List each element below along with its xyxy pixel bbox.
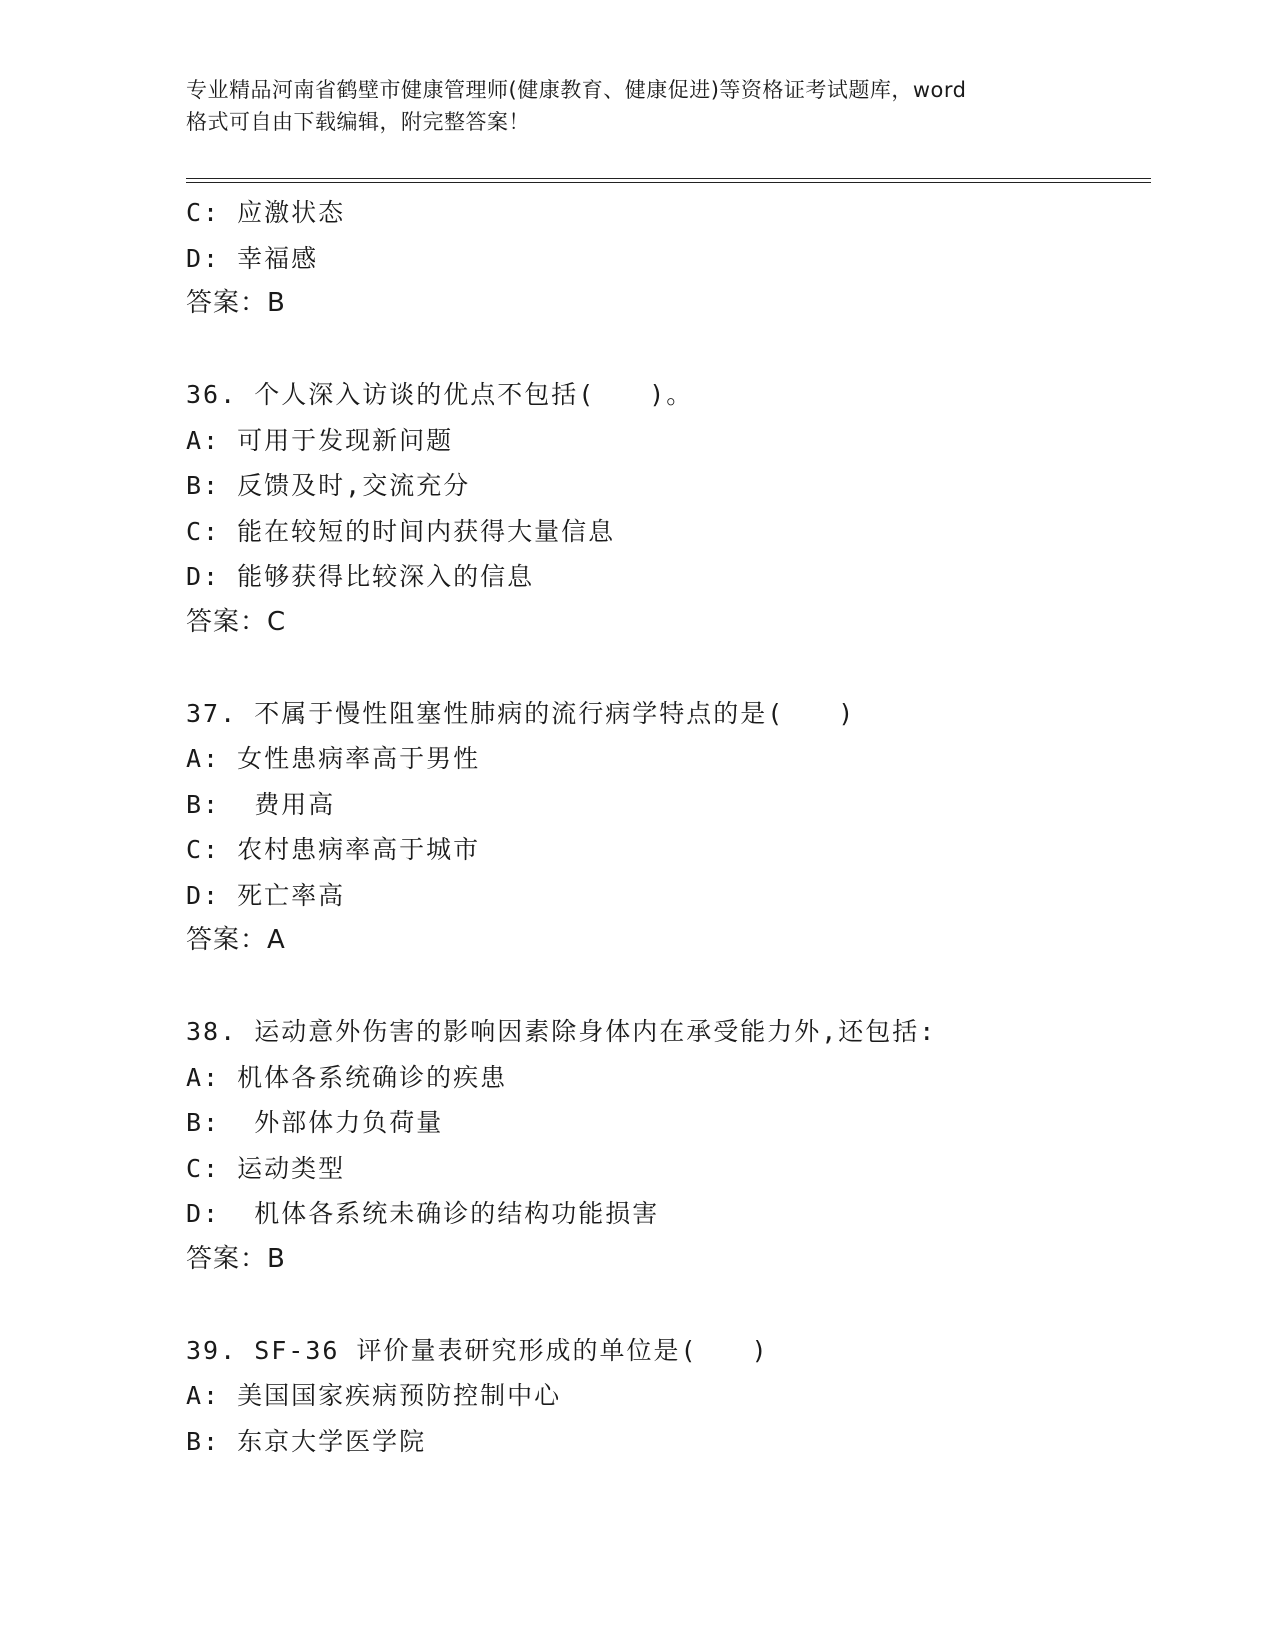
question-39 bbox=[186, 1328, 1146, 1465]
option-b: B: 费用高 bbox=[186, 789, 336, 819]
question-38 bbox=[186, 1009, 1146, 1282]
option-b: B: 外部体力负荷量 bbox=[186, 1108, 444, 1137]
answer-line: 答案：B bbox=[186, 1243, 286, 1274]
question-stem: 39. SF-36 评价量表研究形成的单位是( ) bbox=[186, 1335, 769, 1365]
question-stem: 38. 运动意外伤害的影响因素除身体内在承受能力外,还包括: bbox=[186, 1017, 937, 1046]
answer-line: 答案：B bbox=[186, 288, 286, 318]
question-stem: 36. 个人深入访谈的优点不包括( )。 bbox=[186, 380, 694, 409]
question-fragment bbox=[186, 190, 1146, 327]
spacer bbox=[186, 964, 1146, 1010]
option-c: C: 运动类型 bbox=[186, 1153, 346, 1183]
answer-line: 答案：A bbox=[186, 925, 286, 955]
option-d: D: 能够获得比较深入的信息 bbox=[186, 562, 535, 591]
option-a: A: 可用于发现新问题 bbox=[186, 425, 454, 455]
header-divider-top bbox=[186, 178, 1151, 179]
option-d: D: 幸福感 bbox=[186, 243, 319, 273]
question-36 bbox=[186, 372, 1146, 645]
option-a: A: 女性患病率高于男性 bbox=[186, 744, 481, 773]
question-stem: 37. 不属于慢性阻塞性肺病的流行病学特点的是( ) bbox=[186, 698, 856, 728]
answer-line: 答案：C bbox=[186, 606, 287, 637]
header-line-2: 格式可自由下载编辑，附完整答案！ bbox=[186, 110, 530, 134]
question-37 bbox=[186, 691, 1146, 964]
option-c: C: 农村患病率高于城市 bbox=[186, 835, 481, 864]
question-list bbox=[186, 190, 1146, 1464]
option-c: C: 能在较短的时间内获得大量信息 bbox=[186, 516, 616, 546]
spacer bbox=[186, 1282, 1146, 1328]
spacer bbox=[186, 327, 1146, 373]
option-c: C: 应激状态 bbox=[186, 198, 346, 227]
document-header bbox=[186, 74, 1086, 138]
option-b: B: 东京大学医学院 bbox=[186, 1426, 427, 1456]
option-d: D: 机体各系统未确诊的结构功能损害 bbox=[186, 1199, 660, 1228]
option-b: B: 反馈及时,交流充分 bbox=[186, 471, 471, 500]
header-line-1: 专业精品河南省鹤壁市健康管理师(健康教育、健康促进)等资格证考试题库，word bbox=[186, 78, 967, 102]
header-divider-bottom bbox=[186, 182, 1151, 183]
option-d: D: 死亡率高 bbox=[186, 880, 346, 910]
option-a: A: 机体各系统确诊的疾患 bbox=[186, 1062, 508, 1092]
option-a: A: 美国国家疾病预防控制中心 bbox=[186, 1381, 562, 1410]
spacer bbox=[186, 645, 1146, 691]
